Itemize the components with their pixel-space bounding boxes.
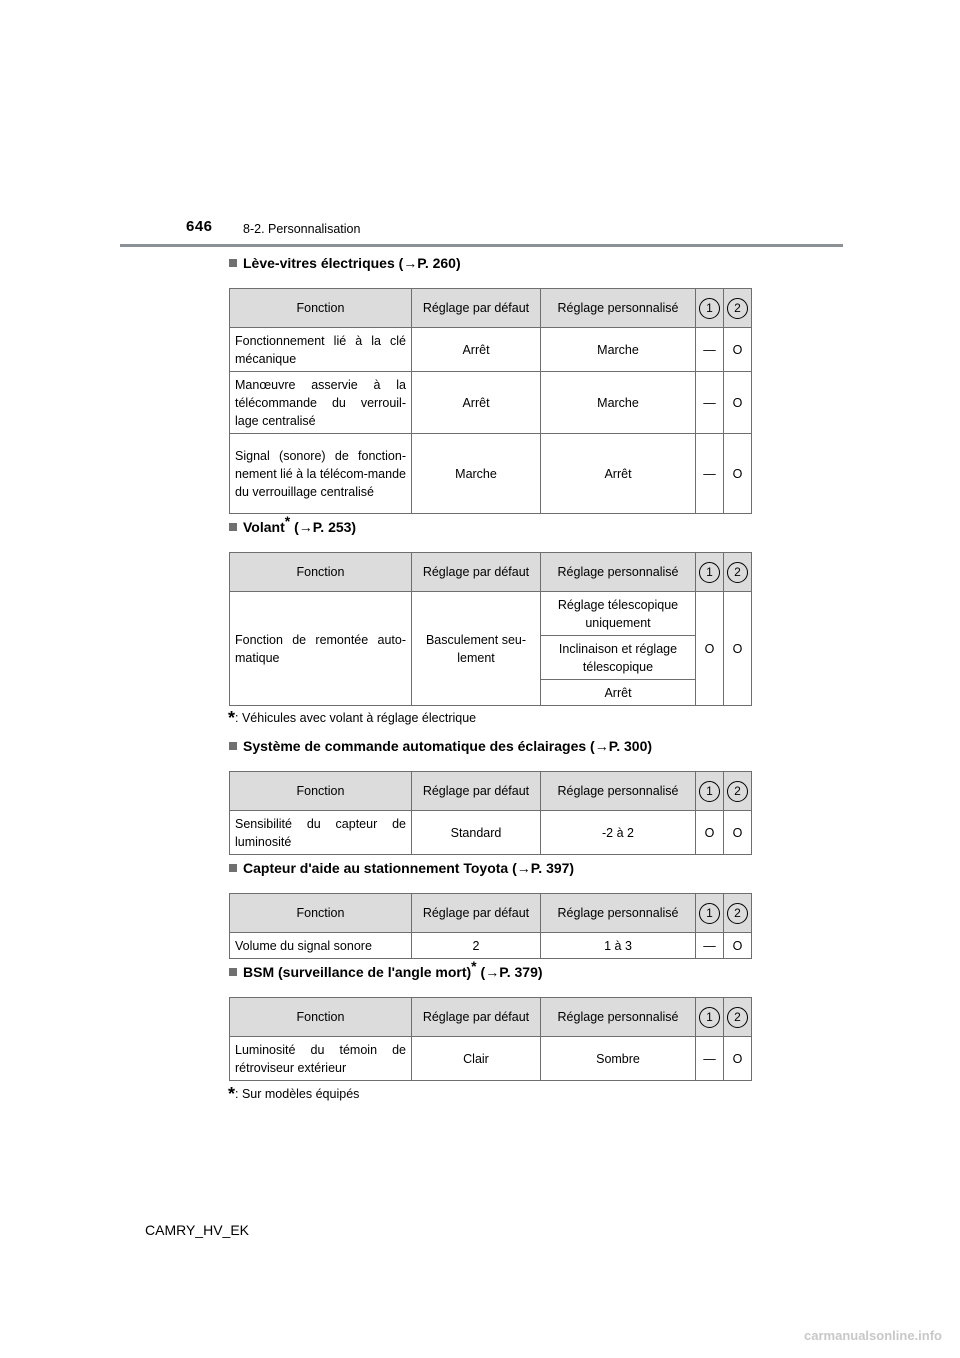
running-head: 8-2. Personnalisation — [243, 222, 361, 236]
circled-2-icon: 2 — [727, 1007, 748, 1028]
table-header-row — [230, 289, 752, 328]
circled-1-icon: 1 — [699, 781, 720, 802]
table-row: Volume du signal sonore 2 1 à 3 — O — [230, 933, 752, 959]
table-row: Manœuvre asservie à la télécommande du verrouil-lage centralisé Arrêt Marche — O — [230, 372, 752, 434]
page-number: 646 — [186, 218, 213, 235]
column-header: Réglage par défaut — [412, 998, 541, 1037]
settings-table — [229, 552, 752, 706]
square-bullet-icon — [229, 259, 237, 267]
table-header-row — [230, 772, 752, 811]
column-header: Réglage personnalisé — [541, 894, 696, 933]
section-title: Volant* (→P. 253) — [229, 518, 751, 536]
circled-2-icon: 2 — [727, 781, 748, 802]
square-bullet-icon — [229, 864, 237, 872]
circled-1-icon: 1 — [699, 1007, 720, 1028]
arrow-icon: → — [298, 519, 313, 535]
footnote-marker: * — [471, 958, 477, 974]
footnote-marker: * — [284, 513, 291, 529]
circled-1-icon: 1 — [699, 903, 720, 924]
square-bullet-icon — [229, 968, 237, 976]
section-title: Lève-vitres électriques (→P. 260) — [229, 254, 751, 272]
column-header: Fonction — [230, 894, 412, 933]
arrow-icon: → — [594, 738, 609, 754]
square-bullet-icon — [229, 523, 237, 531]
circled-1-icon: 1 — [699, 562, 720, 583]
section-title: Capteur d'aide au stationnement Toyota (→P. 397) — [229, 859, 751, 877]
column-header: Réglage par défaut — [412, 772, 541, 811]
column-header: Réglage personnalisé — [541, 553, 696, 592]
circled-1-icon: 1 — [699, 298, 720, 319]
settings-table — [229, 288, 752, 514]
circled-2-icon: 2 — [727, 562, 748, 583]
section-title: BSM (surveillance de l'angle mort)* (→P. 379) — [229, 963, 751, 981]
watermark: carmanualsonline.info — [804, 1328, 942, 1343]
circled-2-icon: 2 — [727, 903, 748, 924]
column-header: Fonction — [230, 772, 412, 811]
settings-table — [229, 997, 752, 1081]
square-bullet-icon — [229, 742, 237, 750]
settings-table — [229, 771, 752, 855]
arrow-icon: → — [516, 860, 531, 876]
arrow-icon: → — [403, 255, 418, 271]
column-header: Fonction — [230, 998, 412, 1037]
table-row: Fonctionnement lié à la clé mécanique Arrêt Marche — O — [230, 328, 752, 372]
table-row: Sensibilité du capteur de luminosité Standard -2 à 2 O O — [230, 811, 752, 855]
column-header: Fonction — [230, 289, 412, 328]
footnote: *: Sur modèles équipés — [228, 1084, 360, 1104]
column-header: Réglage par défaut — [412, 289, 541, 328]
column-header: Réglage par défaut — [412, 553, 541, 592]
section-steering-wheel — [229, 513, 751, 706]
section-power-windows — [229, 254, 751, 514]
header-rule — [120, 244, 843, 247]
table-row: Fonction de remontée auto-matique Basculement seu-lement Réglage télescopique uniquement O O — [230, 592, 752, 636]
table-header-row — [230, 998, 752, 1037]
section-auto-lights — [229, 737, 751, 855]
table-header-row — [230, 894, 752, 933]
circled-2-icon: 2 — [727, 298, 748, 319]
table-header-row — [230, 553, 752, 592]
table-row: Arrêt — [230, 680, 752, 706]
table-row: Inclinaison et réglage télescopique — [230, 636, 752, 680]
column-header: Réglage par défaut — [412, 894, 541, 933]
model-code: CAMRY_HV_EK — [145, 1222, 250, 1238]
arrow-icon: → — [485, 964, 500, 980]
column-header: Fonction — [230, 553, 412, 592]
column-header: Réglage personnalisé — [541, 772, 696, 811]
table-row: Luminosité du témoin de rétroviseur extérieur Clair Sombre — O — [230, 1037, 752, 1081]
section-title: Système de commande automatique des éclairages (→P. 300) — [229, 737, 751, 755]
table-row: Signal (sonore) de fonction-nement lié à la télécom-mande du verrouillage centralisé Marche Arrêt — O — [230, 434, 752, 514]
footnote: *: Véhicules avec volant à réglage électrique — [228, 708, 477, 728]
column-header: Réglage personnalisé — [541, 289, 696, 328]
section-parking-assist — [229, 859, 751, 959]
column-header: Réglage personnalisé — [541, 998, 696, 1037]
section-bsm — [229, 958, 751, 1081]
settings-table — [229, 893, 752, 959]
